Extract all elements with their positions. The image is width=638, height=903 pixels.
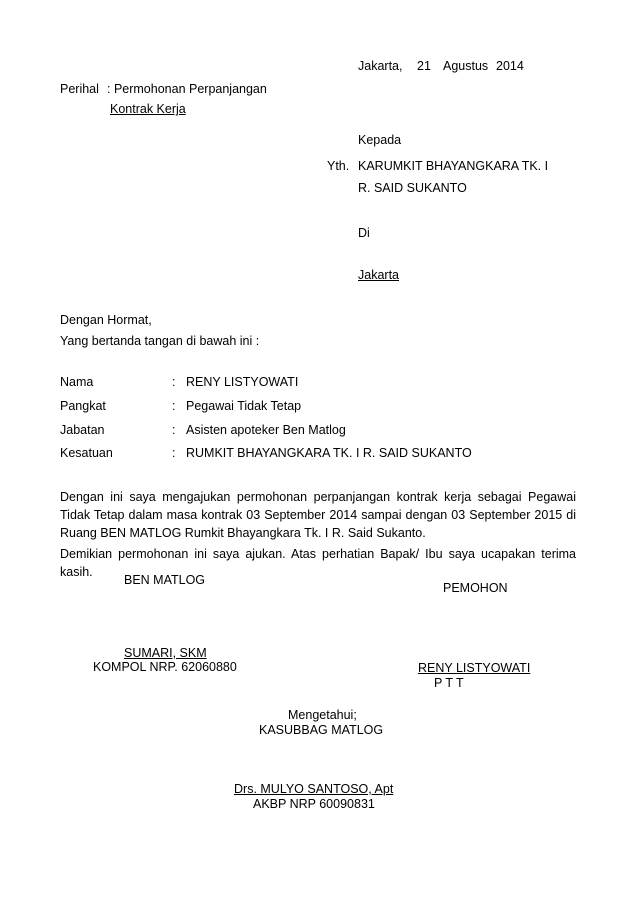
field-colon: : [172,399,176,413]
greeting: Dengan Hormat, [60,313,152,327]
signature-bottom-label1: Mengetahui; [288,708,357,722]
field-label-pangkat: Pangkat [60,399,106,413]
recipient-kepada: Kepada [358,133,402,147]
signature-left-rank: KOMPOL NRP. 62060880 [93,660,237,674]
subject-line2: Kontrak Kerja [110,102,186,116]
date-city: Jakarta, [358,59,403,73]
field-value-nama: RENY LISTYOWATI [186,375,299,389]
date-month: Agustus [443,59,489,73]
signature-right-rank: P T T [434,676,464,690]
intro-text: Yang bertanda tangan di bawah ini : [60,334,260,348]
field-label-kesatuan: Kesatuan [60,446,113,460]
date-day: 21 [417,59,431,73]
signature-bottom-rank: AKBP NRP 60090831 [253,797,375,811]
field-colon: : [172,423,176,437]
body-paragraph: Dengan ini saya mengajukan permohonan perpanjangan kontrak kerja sebagai Pegawai Tidak Tetap dalam masa kontrak 03 September 2014 sampai dengan 03 September 2015 di Ruang BEN MATLOG Rumkit Bhayangkara Tk. I R. Said Sukanto. [60,490,576,540]
date-year: 2014 [496,59,524,73]
field-value-pangkat: Pegawai Tidak Tetap [186,399,302,413]
signature-right-name: RENY LISTYOWATI [418,661,531,675]
recipient-city: Jakarta [358,268,399,282]
subject-label: Perihal [60,82,99,96]
field-value-jabatan: Asisten apoteker Ben Matlog [186,423,346,437]
field-colon: : [172,446,176,460]
field-value-kesatuan: RUMKIT BHAYANGKARA TK. I R. SAID SUKANTO [186,446,472,460]
signature-left-name: SUMARI, SKM [124,646,207,660]
signature-bottom-name: Drs. MULYO SANTOSO, Apt [234,782,394,796]
signature-right-title: PEMOHON [443,581,508,595]
recipient-name-line2: R. SAID SUKANTO [358,181,467,195]
recipient-yth: Yth. [327,159,350,173]
signature-bottom-label2: KASUBBAG MATLOG [259,723,384,737]
subject-line1: : Permohonan Perpanjangan [107,82,267,96]
recipient-name-line1: KARUMKIT BHAYANGKARA TK. I [358,159,549,173]
recipient-di: Di [358,226,370,240]
field-label-jabatan: Jabatan [60,423,105,437]
field-colon: : [172,375,176,389]
closing-paragraph: Demikian permohonan ini saya ajukan. Atas perhatian Bapak/ Ibu saya ucapakan terima kasih. [60,547,576,579]
field-label-nama: Nama [60,375,94,389]
signature-left-title: BEN MATLOG [124,573,206,587]
